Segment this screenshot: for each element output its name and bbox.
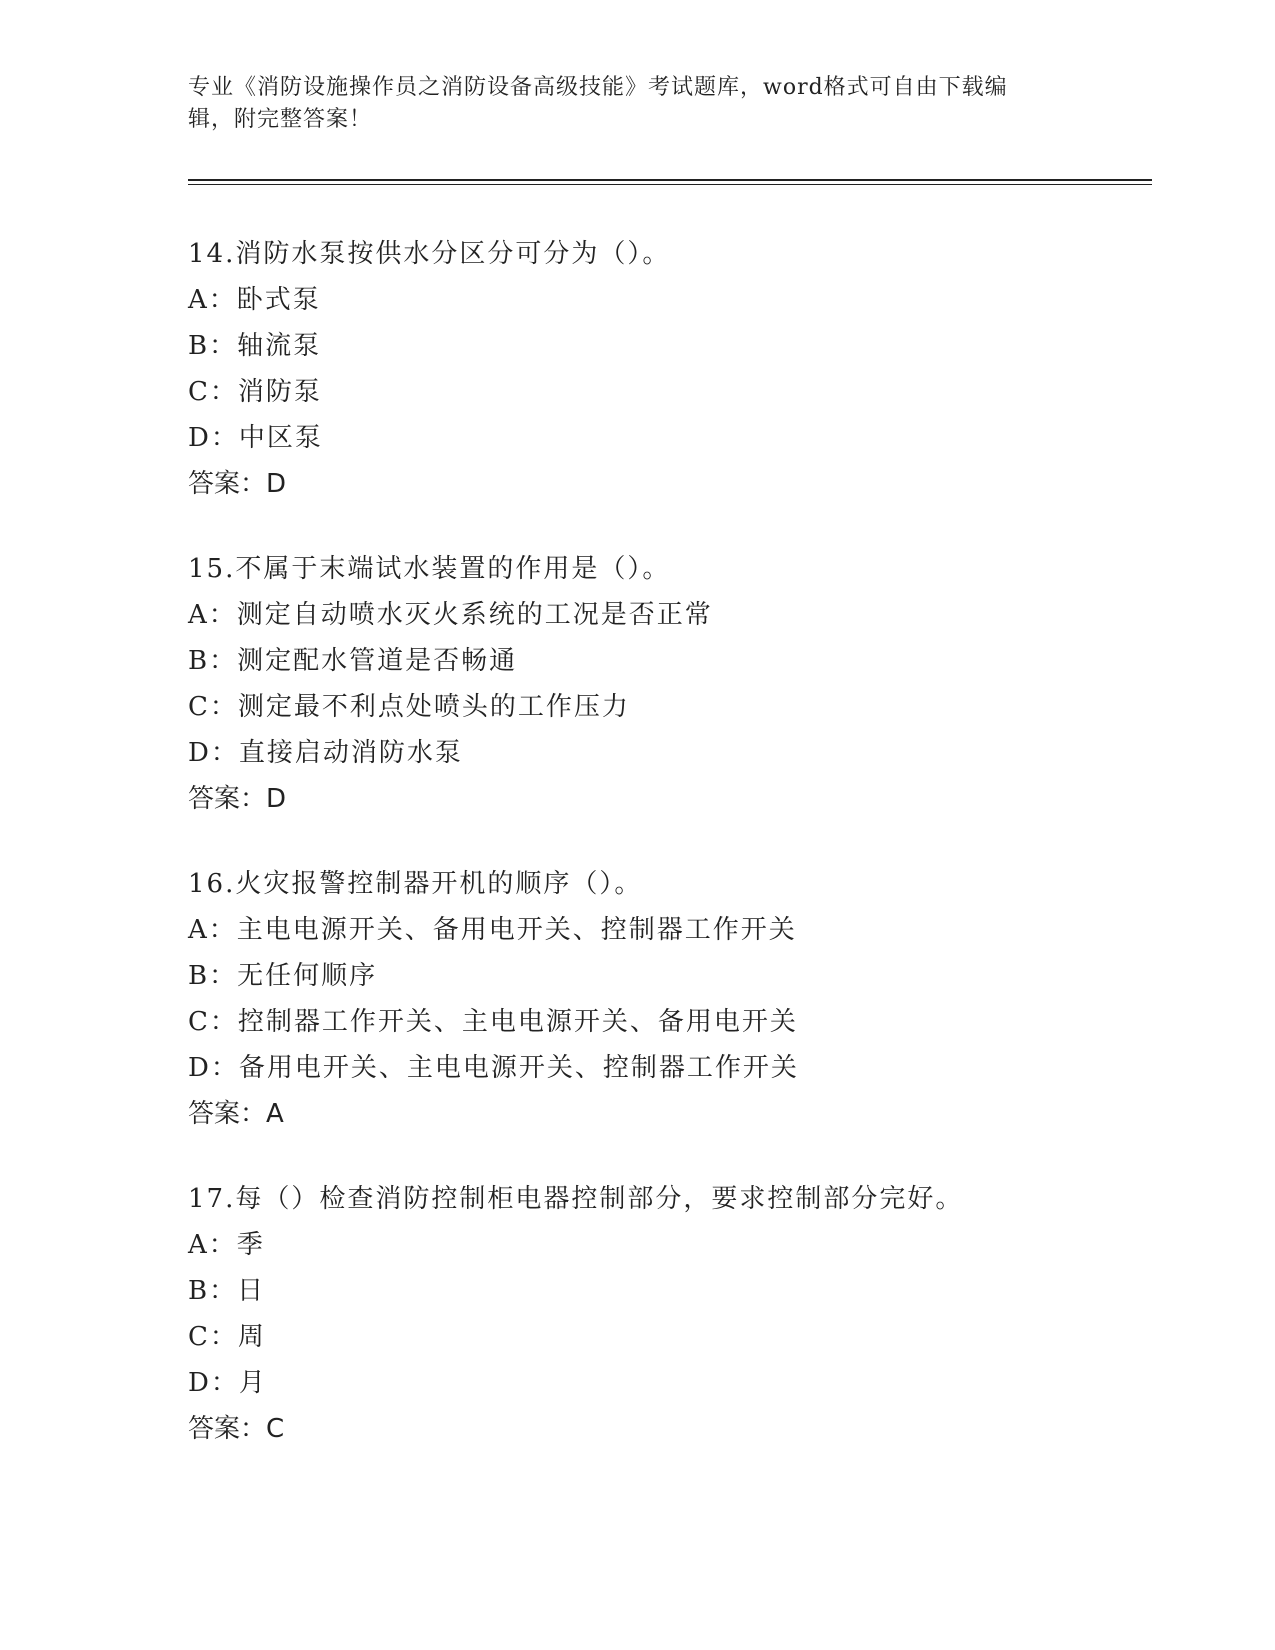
question-14 xyxy=(188,231,1088,507)
answer: 答案：A xyxy=(188,1099,284,1129)
option-b: B：日 xyxy=(188,1276,266,1306)
option-a: A：季 xyxy=(188,1230,265,1260)
answer: 答案：D xyxy=(188,784,287,814)
header-divider-thin xyxy=(188,184,1152,185)
question-15 xyxy=(188,546,1088,822)
answer: 答案：C xyxy=(188,1414,285,1444)
option-d: D：月 xyxy=(188,1368,267,1398)
question-17 xyxy=(188,1176,1088,1452)
option-c: C：消防泵 xyxy=(188,377,322,407)
question-stem: 14.消防水泵按供水分区分可分为（）。 xyxy=(188,239,671,269)
document-header xyxy=(188,72,1068,136)
option-c: C：控制器工作开关、主电电源开关、备用电开关 xyxy=(188,1007,798,1037)
option-b: B：轴流泵 xyxy=(188,331,322,361)
option-b: B：测定配水管道是否畅通 xyxy=(188,646,518,676)
option-c: C：测定最不利点处喷头的工作压力 xyxy=(188,692,630,722)
option-d: D：备用电开关、主电电源开关、控制器工作开关 xyxy=(188,1053,799,1083)
option-a: A：卧式泵 xyxy=(188,285,321,315)
header-divider xyxy=(188,179,1152,181)
option-c: C：周 xyxy=(188,1322,266,1352)
question-stem: 17.每（）检查消防控制柜电器控制部分，要求控制部分完好。 xyxy=(188,1184,964,1214)
question-16 xyxy=(188,861,1088,1137)
option-b: B：无任何顺序 xyxy=(188,961,378,991)
answer: 答案：D xyxy=(188,469,287,499)
option-d: D：中区泵 xyxy=(188,423,323,453)
option-a: A：测定自动喷水灭火系统的工况是否正常 xyxy=(188,600,713,630)
option-d: D：直接启动消防水泵 xyxy=(188,738,463,768)
header-line-1: 专业《消防设施操作员之消防设备高级技能》考试题库，word格式可自由下载编 xyxy=(188,75,1008,100)
question-stem: 16.火灾报警控制器开机的顺序（）。 xyxy=(188,869,643,899)
header-line-2: 辑，附完整答案！ xyxy=(188,107,373,132)
option-a: A：主电电源开关、备用电开关、控制器工作开关 xyxy=(188,915,797,945)
question-stem: 15.不属于末端试水装置的作用是（）。 xyxy=(188,554,671,584)
